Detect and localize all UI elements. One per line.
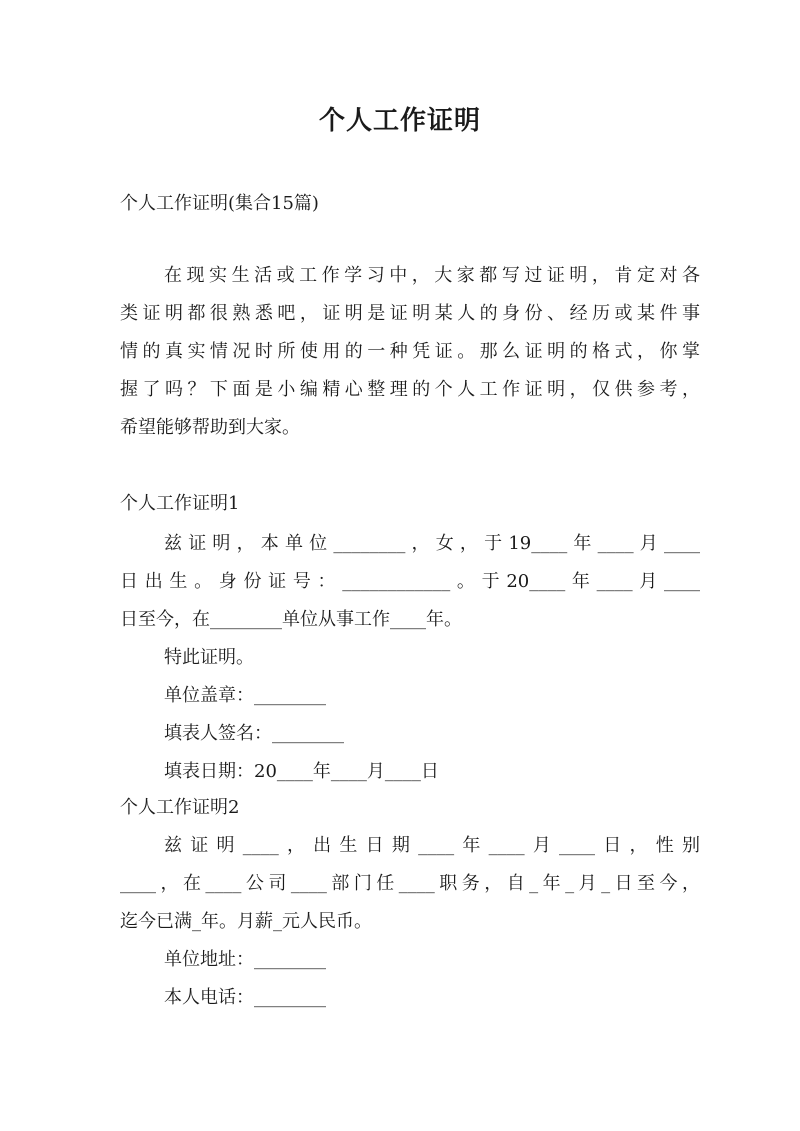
intro-line: 情的真实情况时所使用的一种凭证。那么证明的格式，你掌 — [120, 341, 700, 362]
section1-body-line: 兹证明，本单位________，女，于19____年____月____ — [164, 533, 700, 554]
section1-seal: 单位盖章：________ — [164, 685, 326, 706]
section2-body-line: ____，在____公司____部门任____职务，自_年_月_日至今， — [120, 873, 700, 894]
intro-line: 握了吗？下面是小编精心整理的个人工作证明，仅供参考， — [120, 379, 700, 400]
section1-signer: 填表人签名：________ — [164, 723, 344, 744]
section1-date: 填表日期：20____年____月____日 — [164, 761, 439, 782]
section1-body-line: 日至今，在________单位从事工作____年。 — [120, 609, 462, 630]
section2-body-line: 迄今已满_年。月薪_元人民币。 — [120, 911, 372, 932]
section2-phone: 本人电话：________ — [164, 987, 326, 1008]
section2-address: 单位地址：________ — [164, 949, 326, 970]
intro-line: 在现实生活或工作学习中，大家都写过证明，肯定对各 — [164, 265, 700, 286]
section1-body-line: 日出生。身份证号：____________。于20____年____月____ — [120, 571, 700, 592]
document-subtitle: 个人工作证明(集合15篇) — [120, 193, 319, 214]
intro-line: 希望能够帮助到大家。 — [120, 417, 300, 438]
section2-body-line: 兹证明____，出生日期____年____月____日，性别 — [164, 835, 700, 856]
section1-closing: 特此证明。 — [164, 647, 254, 668]
section1-heading: 个人工作证明1 — [120, 493, 240, 514]
section2-heading: 个人工作证明2 — [120, 797, 240, 818]
page-title: 个人工作证明 — [318, 106, 481, 136]
intro-line: 类证明都很熟悉吧，证明是证明某人的身份、经历或某件事 — [120, 303, 700, 324]
